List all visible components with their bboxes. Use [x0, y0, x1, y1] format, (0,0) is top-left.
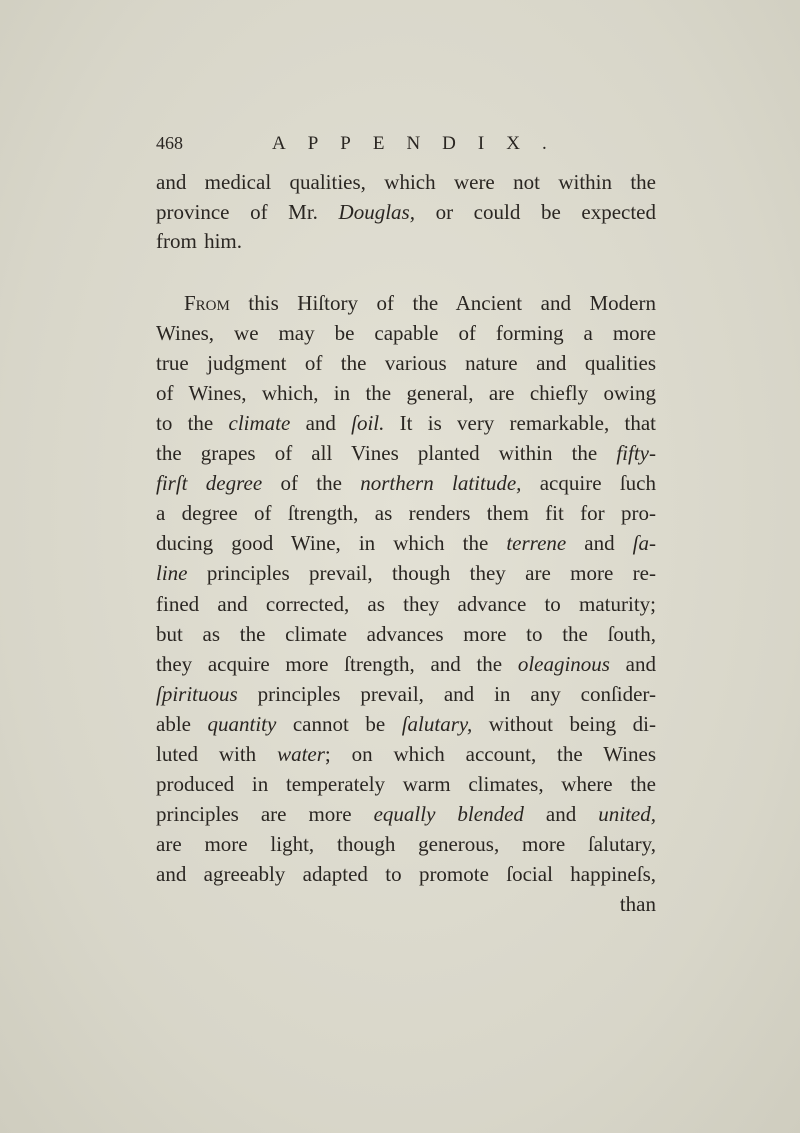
- italic-text: ſa-: [632, 531, 656, 556]
- text-segment: and: [566, 531, 633, 556]
- text-line: [156, 440, 656, 466]
- text-segment: true judgment of the various nature and qualities: [156, 351, 656, 376]
- text-segment: produced in temperately warm climates, where the: [156, 771, 656, 796]
- text-segment: principles prevail, though they are more re-: [187, 561, 656, 586]
- text-line: [156, 741, 656, 767]
- text-line: [156, 591, 656, 617]
- italic-text: oleaginous: [517, 651, 610, 676]
- text-line: [156, 410, 656, 436]
- text-line: [156, 320, 656, 346]
- text-segment: of the: [262, 471, 361, 496]
- italic-text: ſpirituous: [156, 681, 238, 706]
- text-segment: a degree of ſtrength, as renders them fit for pro-: [156, 501, 656, 526]
- text-segment: but as the climate advances more to the ſouth,: [156, 621, 656, 646]
- text-line: [156, 169, 656, 195]
- text-segment: ; on which account, the Wines: [324, 741, 656, 766]
- text-segment: Wines, we may be capable of forming a more: [156, 321, 656, 346]
- italic-text: firſt degree: [156, 471, 263, 496]
- text-segment: province of Mr.: [156, 200, 339, 224]
- text-segment: and agreeably adapted to promote ſocial happineſs,: [156, 861, 656, 886]
- italic-text: quantity: [207, 711, 277, 736]
- text-line: [156, 199, 656, 225]
- italic-text: ſalutary,: [401, 711, 473, 736]
- text-line: [156, 530, 656, 556]
- text-segment: From: [184, 291, 230, 315]
- text-line: [156, 711, 656, 737]
- text-line: [156, 380, 656, 406]
- text-line: [156, 651, 656, 677]
- text-line: [156, 831, 656, 857]
- text-line: [156, 350, 656, 376]
- text-segment: cannot be: [276, 711, 402, 736]
- italic-text: united,: [598, 801, 656, 826]
- text-segment: and: [609, 651, 656, 676]
- text-segment: from him.: [156, 229, 242, 253]
- italic-text: equally blended: [373, 801, 524, 826]
- text-segment: the grapes of all Vines planted within the: [156, 441, 617, 466]
- text-segment: fined and corrected, as they advance to maturity;: [156, 591, 656, 616]
- text-line: [156, 290, 656, 316]
- text-segment: ducing good Wine, in which the: [156, 531, 507, 556]
- text-segment: are more light, though generous, more ſalutary,: [156, 831, 656, 856]
- text-segment: It is very remarkable, that: [384, 411, 656, 436]
- text-segment: principles prevail, and in any conſider-: [237, 681, 656, 706]
- running-title: APPENDIX.: [272, 133, 569, 154]
- text-segment: to the: [156, 411, 229, 436]
- running-header: [156, 133, 656, 159]
- italic-text: line: [156, 561, 188, 586]
- text-segment: and: [523, 801, 599, 826]
- text-segment: principles are more: [156, 801, 374, 826]
- text-line: [156, 621, 656, 647]
- italic-text: terrene: [506, 531, 567, 556]
- italic-text: northern latitude,: [360, 471, 522, 496]
- text-segment: of Wines, which, in the general, are chiefly owing: [156, 381, 656, 406]
- italic-text: water: [277, 741, 325, 766]
- italic-text: Douglas,: [338, 200, 415, 224]
- text-segment: acquire ſuch: [521, 471, 656, 496]
- text-line: [156, 560, 656, 586]
- text-line: [156, 861, 656, 887]
- text-segment: luted with: [156, 741, 278, 766]
- catchword: than: [619, 892, 656, 916]
- text-line: [156, 470, 656, 496]
- text-segment: or could be expected: [414, 200, 656, 224]
- italic-text: climate: [228, 411, 291, 436]
- text-segment: without being di-: [472, 711, 656, 736]
- italic-text: ſoil.: [351, 411, 385, 436]
- text-line: [156, 228, 656, 254]
- text-line: [156, 681, 656, 707]
- text-segment: and: [290, 411, 352, 436]
- page-number: 468: [156, 133, 183, 153]
- text-segment: able: [156, 711, 208, 736]
- text-segment: they acquire more ſtrength, and the: [156, 651, 518, 676]
- text-line: [156, 771, 656, 797]
- text-line: [156, 500, 656, 526]
- text-segment: and medical qualities, which were not within the: [156, 170, 656, 194]
- italic-text: fifty-: [616, 441, 656, 466]
- text-segment: this Hiſtory of the Ancient and Modern: [229, 291, 656, 315]
- text-line: [156, 801, 656, 827]
